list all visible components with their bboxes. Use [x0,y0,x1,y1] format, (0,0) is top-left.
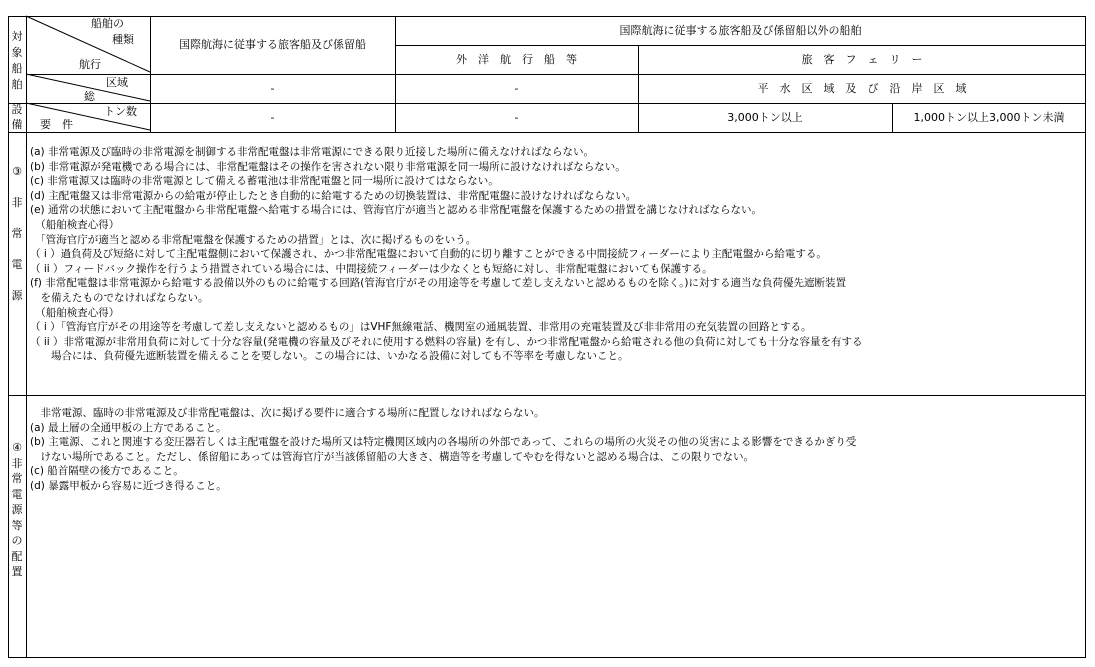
section3-line: （ i ）過負荷及び短絡に対して主配電盤側において保護され、かつ非常配電盤において自動的に切り離すことができる中間接続フィーダーにより主配電盤から給電する。 [30,248,827,261]
ship-kind-label-2: 種類 [112,33,134,46]
section3-line: (a) 非常電源及び臨時の非常電源を制御する非常配電盤は非常電源にできる限り近接した場所に備えなければならない。 [30,146,594,158]
section3-line: (c) 非常電源又は臨時の非常電源として備える蓄電池は非常配電盤と同一場所に設けてはならない。 [30,175,499,188]
section3-label: ③ 非 常 電 源 [11,165,23,302]
section3-line: 場合には、負荷優先遮断装置を備えることを要しない。この場合には、いかなる設備に対しても不等率を考慮しないこと。 [30,350,629,363]
ton-ferry-a: 3,000トン以上 [727,111,803,124]
gross-label: 総 [84,90,95,103]
area-ocean: - [514,82,519,95]
requirement-label: 要 件 [40,118,73,131]
section4-body [30,406,1082,494]
section3-line: （船舶検査心得） [30,306,120,319]
section3-line: （ i ）「管海官庁がその用途等を考慮して差し支えないと認めるもの」はVHF無線電話、機関室の通風装置、非常用の充電装置及び非非常用の充気装置の回路とする。 [30,321,812,334]
section4-line: (a) 最上層の全通甲板の上方であること。 [30,421,227,434]
section4-line: (d) 暴露甲板から容易に近づき得ること。 [30,479,227,492]
section4-line: 非常電源、臨時の非常電源及び非常配電盤は、次に掲げる要件に適合する場所に配置しなければならない。 [30,407,545,419]
col-ocean: 外 洋 航 行 船 等 [456,53,577,66]
target-ship-label: 対 象 船 舶 [11,30,23,91]
area-ferry: 平 水 区 域 及 び 沿 岸 区 域 [757,82,967,95]
col-ferry: 旅 客 フ ェ リ ー [801,53,923,66]
section3-line: を備えたものでなければならない。 [30,291,209,304]
section3-line: (f) 非常配電盤は非常電源から給電する設備以外のものに給電する回路(管海官庁がその用途等を考慮して差し支えないと認めるものを除く。)に対する適当な負荷優先遮断装置 [30,277,846,290]
section3-line: 「管海官庁が適当と認める非常配電盤を保護するための措置」とは、次に掲げるものをいう。 [30,233,477,246]
section3-line: (d) 主配電盤又は非常電源からの給電が停止したとき自動的に給電するための切換装置は、非常配電盤に設けなければならない。 [30,189,637,202]
equipment-label: 設 備 [11,103,23,131]
ton-ferry-b: 1,000トン以上3,000トン未満 [913,111,1065,124]
tonnage-label: トン数 [104,105,137,118]
ton-ocean: - [514,111,519,124]
section4-line: (c) 船首隔壁の後方であること。 [30,465,184,478]
area-label: 区域 [106,76,128,89]
ship-kind-label-1: 船舶の [91,17,124,30]
section3-body [30,145,1082,364]
section3-line: （ ii ）フィードバック操作を行うよう措置されている場合には、中間接続フィーダーは少なくとも短絡に対し、非常配電盤においても保護する。 [30,262,713,275]
section4-line: (b) 主電源、これと関連する変圧器若しくは主配電盤を設けた場所又は特定機関区域内の各場所の外部であって、これらの場所の火災その他の災害による影響をできるかぎり受 [30,436,857,449]
section3-line: （船舶検査心得） [30,218,120,231]
voyage-label: 航行 [79,58,101,71]
section4-line: けない場所であること。ただし、係留船にあっては管海官庁が当該係留船の大きさ、構造等を考慮してやむを得ないと認める場合は、この限りでない。 [30,450,754,463]
section3-line: (b) 非常電源が発電機である場合には、非常配電盤はその操作を害されない限り非常電源を同一場所に設けなければならない。 [30,160,626,173]
section3-line: （ ii ）非常電源が非常用負荷に対して十分な容量(発電機の容量及びそれに使用する燃料の容量) を有し、かつ非常配電盤から給電される他の負荷に対しても十分な容量を有する [30,335,863,348]
col-other: 国際航海に従事する旅客船及び係留船以外の船舶 [619,24,862,37]
col-international: 国際航海に従事する旅客船及び係留船 [179,38,366,51]
area-intl: - [270,82,275,95]
ton-intl: - [270,111,275,124]
section3-line: (e) 通常の状態において主配電盤から非常配電盤へ給電する場合には、管海官庁が適当と認める非常配電盤を保護するための措置を講じなければならない。 [30,204,762,217]
section4-label: ④ 非 常 電 源 等 の 配 置 [11,441,23,578]
